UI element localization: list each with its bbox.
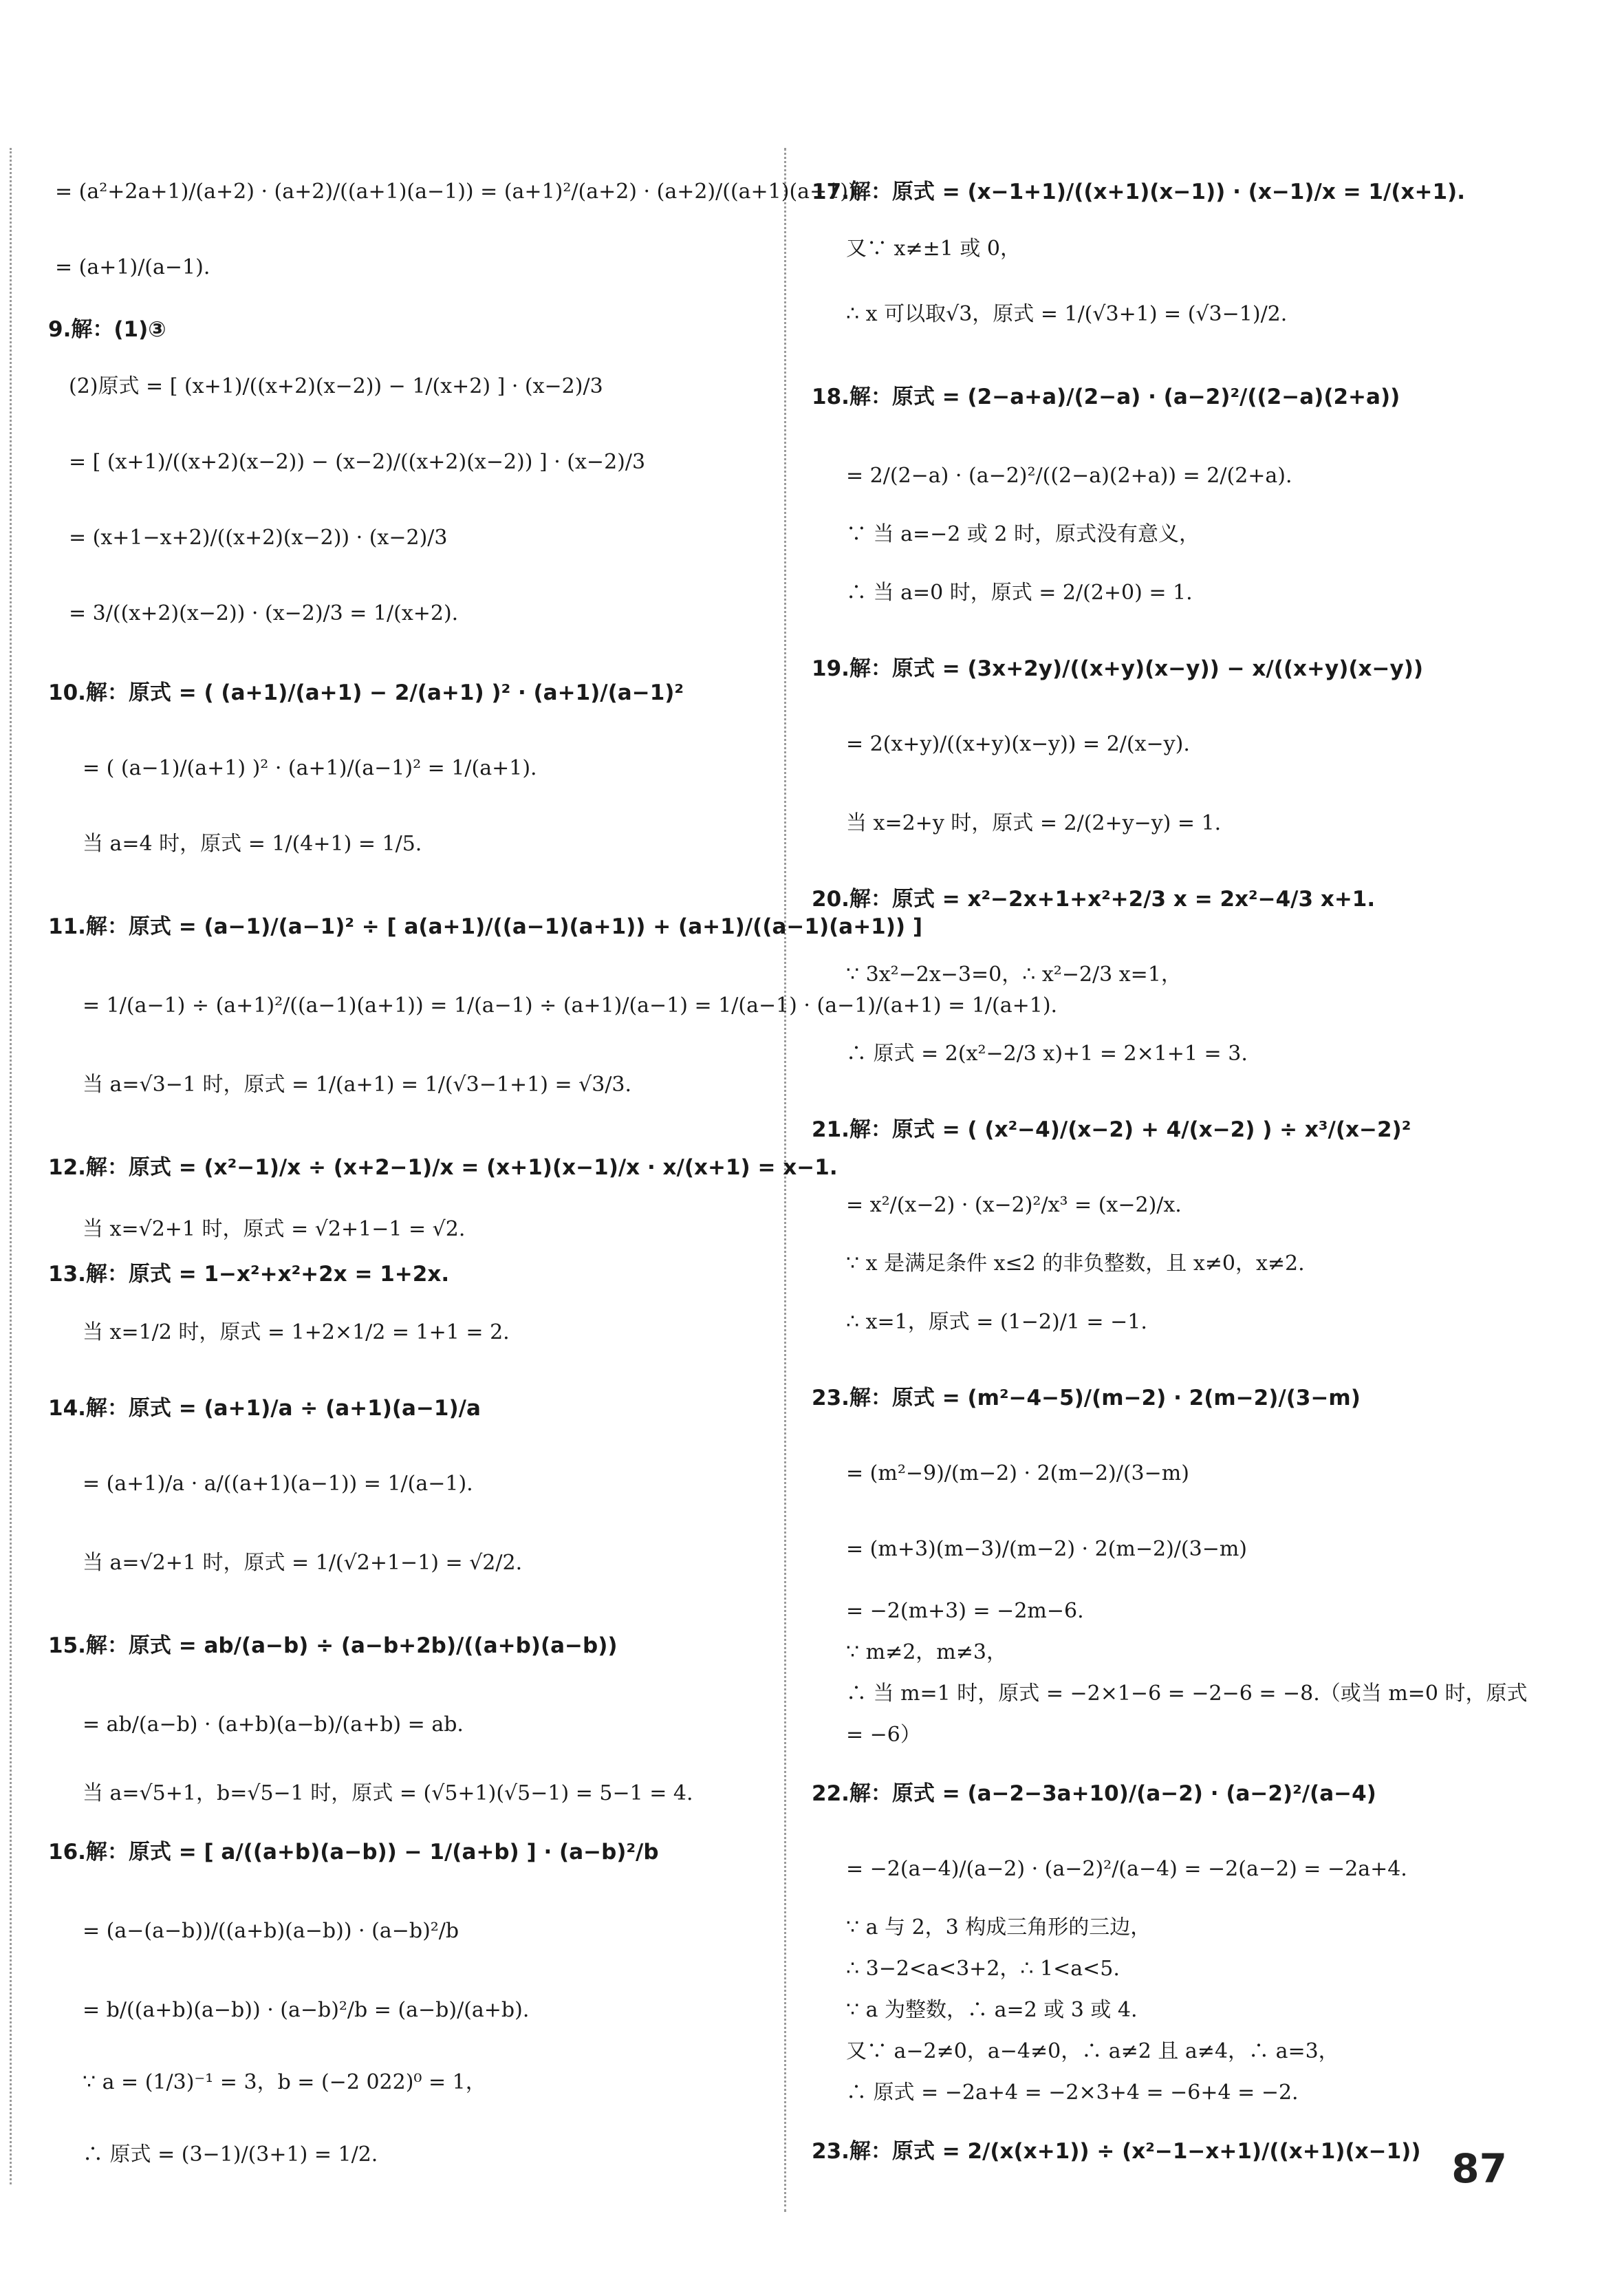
right-line-13: 21.解：原式 = ( (x²−4)/(x−2) + 4/(x−2) ) ÷ x³/(x−2)² bbox=[812, 1117, 1411, 1142]
right-line-27: ∴ 3−2<a<3+2，∴ 1<a<5. bbox=[846, 1957, 1120, 1981]
left-line-6: = 3/((x+2)(x−2)) · (x−2)/3 = 1/(x+2). bbox=[69, 601, 459, 625]
page-number: 87 bbox=[1451, 2145, 1507, 2192]
left-line-17: 14.解：原式 = (a+1)/a ÷ (a+1)(a−1)/a bbox=[48, 1396, 481, 1421]
left-line-2: 9.解：(1)③ bbox=[48, 317, 166, 342]
right-line-28: ∵ a 为整数，∴ a=2 或 3 或 4. bbox=[846, 1998, 1138, 2022]
right-line-15: ∵ x 是满足条件 x≤2 的非负整数，且 x≠0，x≠2. bbox=[846, 1251, 1305, 1276]
left-line-7: 10.解：原式 = ( (a+1)/(a+1) − 2/(a+1) )² · (a+1)/(a−1)² bbox=[48, 680, 684, 705]
left-line-22: 当 a=√5+1，b=√5−1 时，原式 = (√5+1)(√5−1) = 5−1 = 4. bbox=[83, 1781, 693, 1805]
right-line-25: = −2(a−4)/(a−2) · (a−2)²/(a−4) = −2(a−2) = −2a+4. bbox=[846, 1857, 1407, 1881]
right-line-2: ∴ x 可以取√3，原式 = 1/(√3+1) = (√3−1)/2. bbox=[846, 302, 1288, 326]
right-line-29: 又∵ a−2≠0，a−4≠0，∴ a≠2 且 a≠4，∴ a=3， bbox=[846, 2039, 1339, 2063]
right-line-23: = −6） bbox=[846, 1723, 921, 1747]
left-line-23: 16.解：原式 = [ a/((a+b)(a−b)) − 1/(a+b) ] · (a−b)²/b bbox=[48, 1840, 659, 1865]
right-line-3: 18.解：原式 = (2−a+a)/(2−a) · (a−2)²/((2−a)(2+a)) bbox=[812, 385, 1400, 409]
right-line-10: 20.解：原式 = x²−2x+1+x²+2/3 x = 2x²−4/3 x+1. bbox=[812, 887, 1376, 912]
right-line-31: 23.解：原式 = 2/(x(x+1)) ÷ (x²−1−x+1)/((x+1)(x−1)) bbox=[812, 2139, 1421, 2164]
right-line-0: 17.解：原式 = (x−1+1)/((x+1)(x−1)) · (x−1)/x = 1/(x+1). bbox=[812, 180, 1465, 204]
left-line-21: = ab/(a−b) · (a+b)(a−b)/(a+b) = ab. bbox=[83, 1712, 464, 1737]
right-line-4: = 2/(2−a) · (a−2)²/((2−a)(2+a)) = 2/(2+a). bbox=[846, 464, 1292, 488]
right-line-21: ∵ m≠2，m≠3， bbox=[846, 1640, 1007, 1664]
right-line-12: ∴ 原式 = 2(x²−2/3 x)+1 = 2×1+1 = 3. bbox=[846, 1042, 1248, 1066]
left-margin-rule bbox=[10, 148, 12, 2184]
left-line-10: 11.解：原式 = (a−1)/(a−1)² ÷ [ a(a+1)/((a−1)(a+1)) + (a+1)/((a−1)(a+1)) ] bbox=[48, 914, 923, 939]
left-line-13: 12.解：原式 = (x²−1)/x ÷ (x+2−1)/x = (x+1)(x−1)/x · x/(x+1) = x−1. bbox=[48, 1155, 838, 1180]
left-line-1: = (a+1)/(a−1). bbox=[55, 255, 210, 279]
right-line-30: ∴ 原式 = −2a+4 = −2×3+4 = −6+4 = −2. bbox=[846, 2081, 1299, 2105]
left-line-8: = ( (a−1)/(a+1) )² · (a+1)/(a−1)² = 1/(a+1). bbox=[83, 756, 537, 780]
right-line-17: 23.解：原式 = (m²−4−5)/(m−2) · 2(m−2)/(3−m) bbox=[812, 1386, 1361, 1410]
right-line-7: 19.解：原式 = (3x+2y)/((x+y)(x−y)) − x/((x+y)(x−y)) bbox=[812, 656, 1424, 681]
left-line-18: = (a+1)/a · a/((a+1)(a−1)) = 1/(a−1). bbox=[83, 1472, 473, 1496]
left-line-0: = (a²+2a+1)/(a+2) · (a+2)/((a+1)(a−1)) = (a+1)²/(a+2) · (a+2)/((a+1)(a−1)) bbox=[55, 180, 856, 204]
right-line-19: = (m+3)(m−3)/(m−2) · 2(m−2)/(3−m) bbox=[846, 1537, 1247, 1561]
right-line-24: 22.解：原式 = (a−2−3a+10)/(a−2) · (a−2)²/(a−4) bbox=[812, 1781, 1376, 1806]
left-line-9: 当 a=4 时，原式 = 1/(4+1) = 1/5. bbox=[83, 832, 422, 856]
left-line-12: 当 a=√3−1 时，原式 = 1/(a+1) = 1/(√3−1+1) = √3/3. bbox=[83, 1073, 632, 1097]
right-line-5: ∵ 当 a=−2 或 2 时，原式没有意义， bbox=[846, 522, 1200, 546]
right-line-8: = 2(x+y)/((x+y)(x−y)) = 2/(x−y). bbox=[846, 732, 1190, 756]
left-line-4: = [ (x+1)/((x+2)(x−2)) − (x−2)/((x+2)(x−2)) ] · (x−2)/3 bbox=[69, 450, 646, 474]
left-line-20: 15.解：原式 = ab/(a−b) ÷ (a−b+2b)/((a+b)(a−b)) bbox=[48, 1633, 618, 1658]
left-line-19: 当 a=√2+1 时，原式 = 1/(√2+1−1) = √2/2. bbox=[83, 1551, 523, 1575]
right-line-26: ∵ a 与 2，3 构成三角形的三边， bbox=[846, 1915, 1151, 1939]
left-line-25: = b/((a+b)(a−b)) · (a−b)²/b = (a−b)/(a+b). bbox=[83, 1998, 530, 2022]
left-line-3: (2)原式 = [ (x+1)/((x+2)(x−2)) − 1/(x+2) ] · (x−2)/3 bbox=[69, 374, 603, 398]
right-line-9: 当 x=2+y 时，原式 = 2/(2+y−y) = 1. bbox=[846, 811, 1222, 835]
right-line-14: = x²/(x−2) · (x−2)²/x³ = (x−2)/x. bbox=[846, 1193, 1182, 1217]
left-line-24: = (a−(a−b))/((a+b)(a−b)) · (a−b)²/b bbox=[83, 1919, 459, 1943]
left-line-15: 13.解：原式 = 1−x²+x²+2x = 1+2x. bbox=[48, 1262, 450, 1287]
left-line-16: 当 x=1/2 时，原式 = 1+2×1/2 = 1+1 = 2. bbox=[83, 1320, 510, 1344]
right-line-1: 又∵ x≠±1 或 0， bbox=[846, 237, 1021, 261]
left-line-5: = (x+1−x+2)/((x+2)(x−2)) · (x−2)/3 bbox=[69, 526, 448, 550]
left-line-14: 当 x=√2+1 时，原式 = √2+1−1 = √2. bbox=[83, 1217, 466, 1241]
right-line-6: ∴ 当 a=0 时，原式 = 2/(2+0) = 1. bbox=[846, 581, 1193, 605]
right-line-11: ∵ 3x²−2x−3=0，∴ x²−2/3 x=1， bbox=[846, 963, 1182, 987]
left-line-27: ∴ 原式 = (3−1)/(3+1) = 1/2. bbox=[83, 2142, 378, 2167]
left-line-11: = 1/(a−1) ÷ (a+1)²/((a−1)(a+1)) = 1/(a−1) ÷ (a+1)/(a−1) = 1/(a−1) · (a−1)/(a+1) = 1/(a+1). bbox=[83, 993, 1058, 1018]
right-line-22: ∴ 当 m=1 时，原式 = −2×1−6 = −2−6 = −8.（或当 m=0 时，原式 bbox=[846, 1681, 1528, 1706]
right-line-18: = (m²−9)/(m−2) · 2(m−2)/(3−m) bbox=[846, 1461, 1189, 1485]
left-line-26: ∵ a = (1/3)⁻¹ = 3，b = (−2 022)⁰ = 1， bbox=[83, 2070, 486, 2094]
right-line-16: ∴ x=1，原式 = (1−2)/1 = −1. bbox=[846, 1310, 1147, 1334]
right-line-20: = −2(m+3) = −2m−6. bbox=[846, 1599, 1084, 1623]
